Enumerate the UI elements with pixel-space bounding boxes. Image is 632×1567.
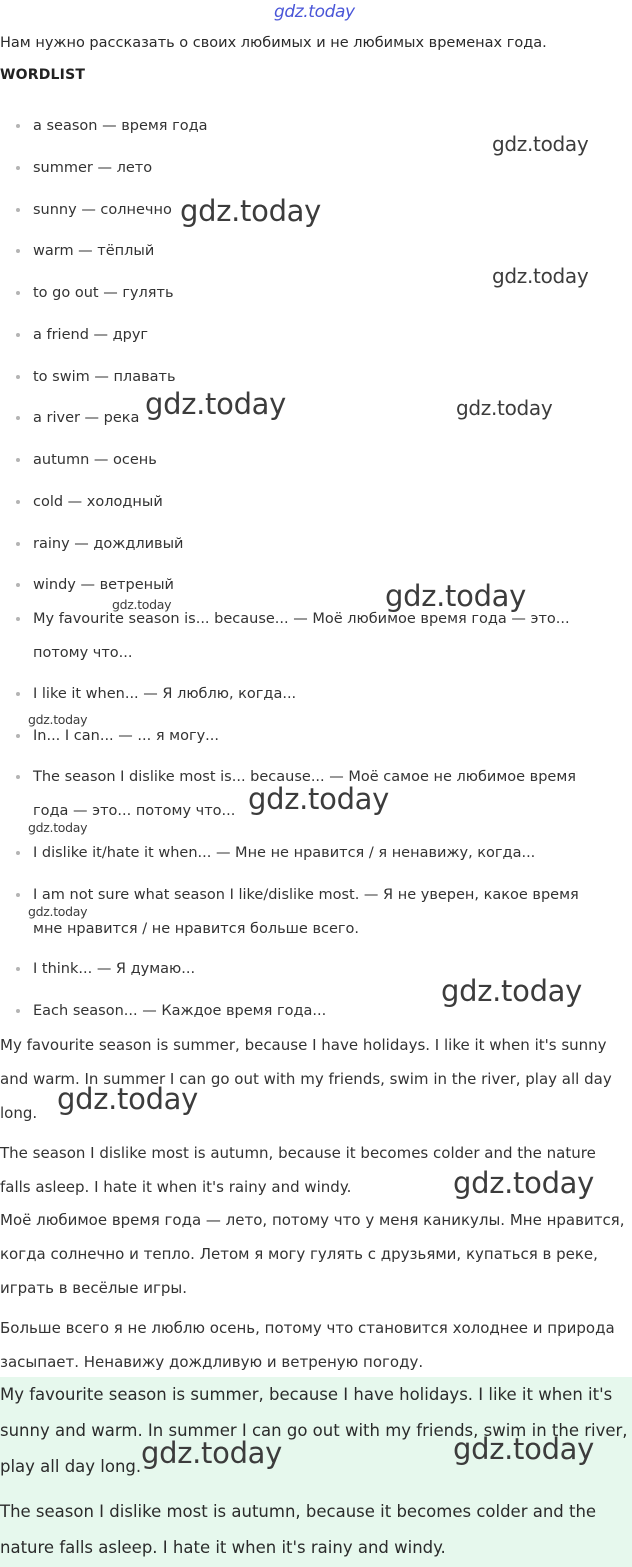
highlighted-answer-dislike: The season I dislike most is autumn, because it becomes colder and the nature falls asleep. I hate it when it's rainy and windy.: [0, 1502, 597, 1557]
list-item: My favourite season is... because... — Моё любимое время года — это... потому что...: [33, 602, 608, 670]
answer-en-favourite: My favourite season is summer, because I have holidays. I like it when it's sunny and warm. In summer I can go out with my friends, swim in the river, play all day long.: [0, 1036, 612, 1122]
watermark-text: gdz.today: [57, 1082, 199, 1116]
watermark-text: gdz.today: [385, 579, 527, 613]
watermark-text: gdz.today: [141, 1436, 283, 1470]
list-item: warm — тёплый: [33, 234, 608, 268]
list-item: I think... — Я думаю...: [33, 952, 608, 986]
list-item: summer — лето: [33, 151, 608, 185]
watermark-text: gdz.today: [492, 132, 589, 156]
list-item: I am not sure what season I like/dislike most. — Я не уверен, какое время мне нравится / не нравится больше всего.: [33, 878, 608, 946]
watermark-text: gdz.today: [28, 820, 88, 835]
list-item: cold — холодный: [33, 485, 608, 519]
watermark-text: gdz.today: [112, 597, 172, 612]
highlighted-answer-block: [0, 1377, 632, 1567]
list-item: autumn — осень: [33, 443, 608, 477]
wordlist-heading: WORDLIST: [0, 67, 86, 83]
watermark-text: gdz.today: [180, 194, 322, 228]
watermark-text: gdz.today: [248, 782, 390, 816]
list-item: to go out — гулять: [33, 276, 608, 310]
list-item: a river — река: [33, 401, 608, 435]
watermark-text: gdz.today: [453, 1166, 595, 1200]
list-item: a season — время года: [33, 109, 608, 143]
list-item: The season I dislike most is... because... — Моё самое не любимое время года — это... потому что...: [33, 760, 608, 828]
watermark-text: gdz.today: [492, 264, 589, 288]
watermark-text: gdz.today: [28, 712, 88, 727]
list-item: a friend — друг: [33, 318, 608, 352]
answer-ru-dislike: Больше всего я не люблю осень, потому что становится холоднее и природа засыпает. Ненавижу дождливую и ветреную погоду.: [0, 1319, 615, 1371]
watermark-text: gdz.today: [453, 1432, 595, 1466]
list-item: I like it when... — Я люблю, когда...: [33, 677, 608, 711]
list-item: windy — ветреный: [33, 568, 608, 602]
list-item: Each season... — Каждое время года...: [33, 994, 608, 1028]
watermark-text: gdz.today: [28, 904, 88, 919]
list-item: In... I can... — ... я могу...: [33, 719, 608, 753]
highlighted-answer-favourite: My favourite season is summer, because I have holidays. I like it when it's sunny and warm. In summer I can go out with my friends, swim in the river, play all day long.: [0, 1385, 628, 1476]
site-logo[interactable]: gdz.today: [274, 2, 355, 22]
watermark-text: gdz.today: [441, 974, 583, 1008]
list-item: I dislike it/hate it when... — Мне не нравится / я ненавижу, когда...: [33, 836, 608, 870]
watermark-text: gdz.today: [145, 387, 287, 421]
watermark-text: gdz.today: [456, 396, 553, 420]
task-intro: Нам нужно рассказать о своих любимых и не любимых временах года.: [0, 35, 547, 51]
list-item: to swim — плавать: [33, 360, 608, 394]
list-item: rainy — дождливый: [33, 527, 608, 561]
list-item: sunny — солнечно: [33, 193, 608, 227]
answer-ru-favourite: Моё любимое время года — лето, потому что у меня каникулы. Мне нравится, когда солнечно и тепло. Летом я могу гулять с друзьями, купаться в реке, играть в весёлые игры.: [0, 1211, 625, 1297]
answer-en-dislike: The season I dislike most is autumn, because it becomes colder and the nature falls asleep. I hate it when it's rainy and windy.: [0, 1144, 596, 1196]
